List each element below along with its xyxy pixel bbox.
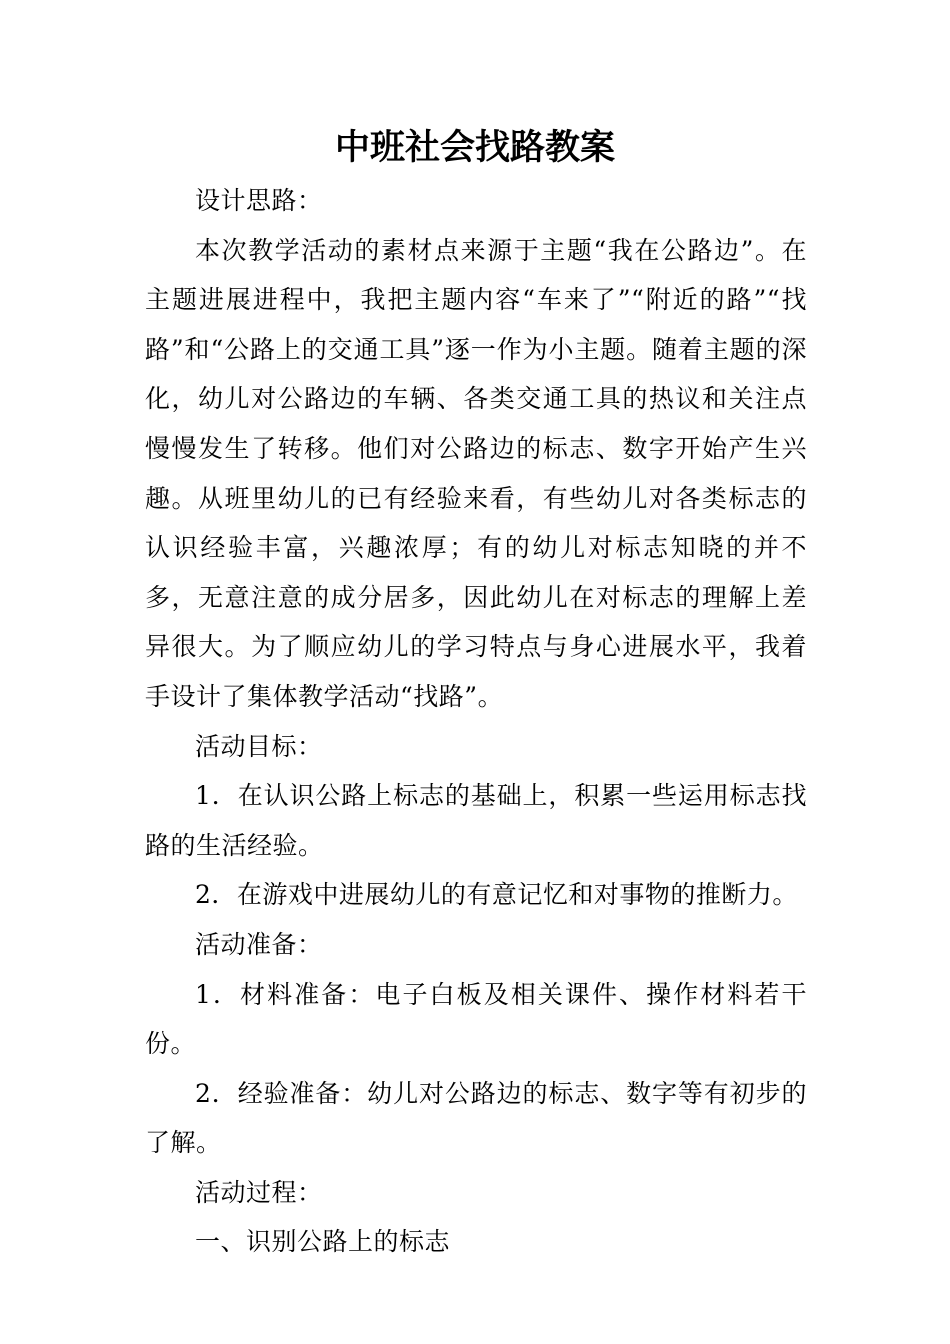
heading-activity-preparation: 活动准备： [195,929,323,959]
paragraph-design-idea: 本次教学活动的素材点来源于主题“我在公路边”。在主题进展进程中，我把主题内容“车来了”“附近的路”“找路”和“公路上的交通工具”逐一作为小主题。随着主题的深化，幼儿对公路边的车辆、各类交通工具的热议和关注点慢慢发生了转移。他们对公路边的标志、数字开始产生兴趣。从班里幼儿的已有经验来看，有些幼儿对各类标志的认识经验丰富，兴趣浓厚；有的幼儿对标志知晓的并不多，无意注意的成分居多，因此幼儿在对标志的理解上差异很大。为了顺应幼儿的学习特点与身心进展水平，我着手设计了集体教学活动“找路”。 [145,235,807,711]
heading-activity-goals: 活动目标： [195,731,323,761]
document-body [145,176,807,1267]
heading-activity-process: 活动过程： [195,1177,323,1207]
preparation-item-2: 2．经验准备：幼儿对公路边的标志、数字等有初步的了解。 [145,1078,807,1158]
process-section-1: 一、识别公路上的标志 [195,1227,451,1257]
document-title: 中班社会找路教案 [334,128,615,168]
goal-item-1: 1．在认识公路上标志的基础上，积累一些运用标志找路的生活经验。 [145,781,807,860]
goal-item-2: 2．在游戏中进展幼儿的有意记忆和对事物的推断力。 [195,880,798,910]
preparation-item-1: 1．材料准备：电子白板及相关课件、操作材料若干份。 [145,979,807,1059]
heading-design-idea: 设计思路： [195,186,323,215]
